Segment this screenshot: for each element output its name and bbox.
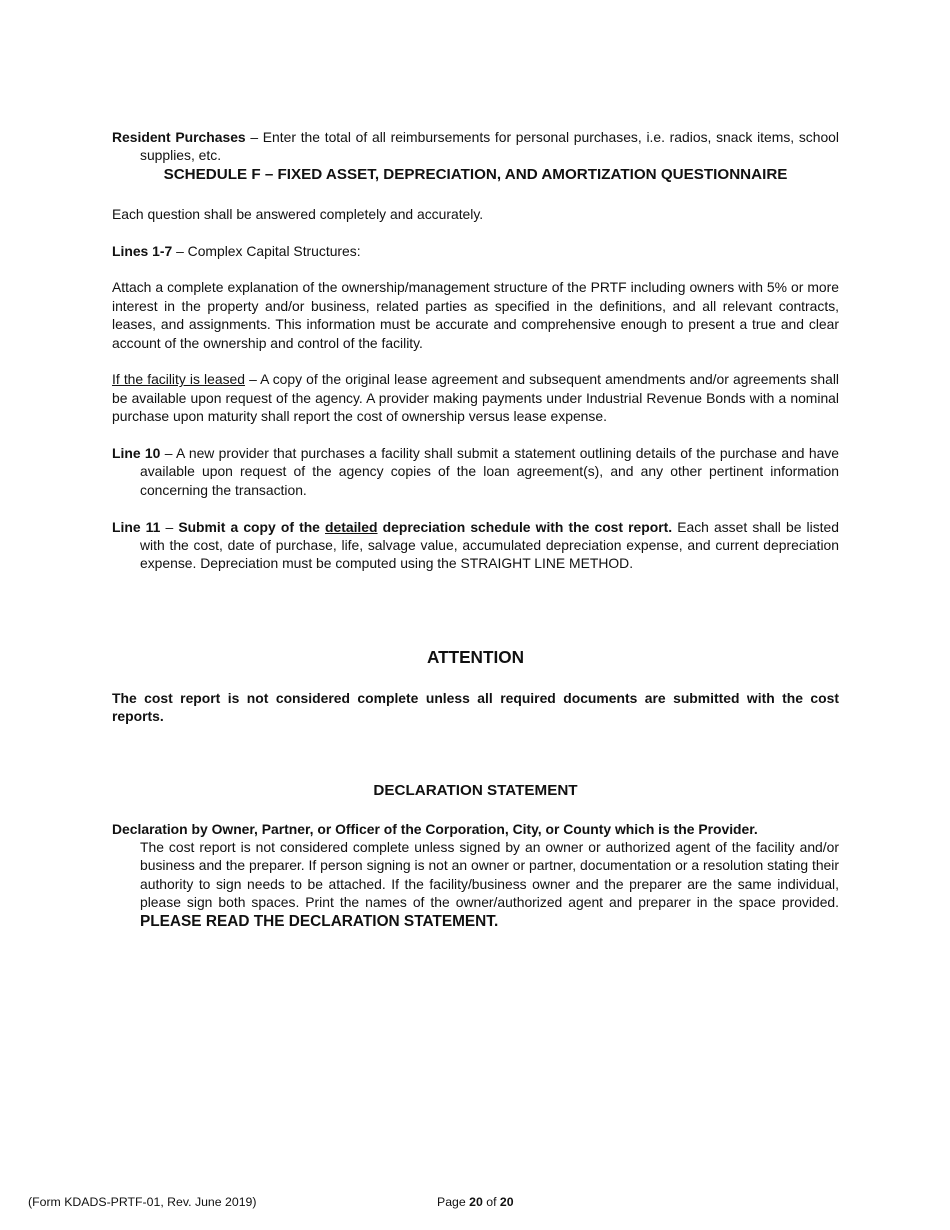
declaration-heading: DECLARATION STATEMENT — [373, 781, 578, 799]
page-of: of — [482, 1195, 500, 1209]
leased-term: If the facility is leased — [112, 371, 245, 388]
resident-purchases-term: Resident Purchases — [112, 129, 246, 145]
attention-text: The cost report is not considered complete unless all required documents are submitted with the cost reports. — [112, 689, 839, 725]
page-current: 20 — [469, 1195, 483, 1209]
lines-1-7-text: – Complex Capital Structures: — [172, 242, 361, 259]
page-number-footer — [437, 1194, 514, 1210]
line-11-bold-post: depreciation schedule with the cost report. — [377, 518, 673, 535]
line-11-paragraph — [112, 518, 839, 573]
declaration-text: The cost report is not considered complete unless signed by an owner or authorized agent of the facility and/or business and the preparer. If person signing is not an owner or partner, documentation or a resolution stating their authority to sign needs to be attached. If the facility/business owner and the preparer are the same individual, please sign both spaces. Print the names of the owner/authorized agent and preparer in the space provided. — [140, 839, 839, 911]
line-10-term: Line 10 — [112, 445, 161, 462]
line-11-text: Each asset shall be listed with the cost, date of purchase, life, salvage value, accumulated depreciation expense, and current depreciation expense. Depreciation must be computed using the STRAIGHT LINE METHOD. — [140, 518, 839, 572]
declaration-emphasis: PLEASE READ THE DECLARATION STATEMENT. — [140, 912, 499, 930]
ownership-paragraph: Attach a complete explanation of the ownership/management structure of the PRTF including owners with 5% or more interest in the property and/or business, related parties as specified in the definitions, and all relevant contracts, leases, and assignments. This information must be accurate and comprehensive enough to present a true and clear account of the ownership and control of the facility. — [112, 279, 839, 351]
line-11-term: Line 11 — [112, 518, 161, 535]
document-body — [112, 128, 839, 931]
resident-purchases-paragraph — [112, 128, 839, 165]
declaration-subheading: Declaration by Owner, Partner, or Officer of the Corporation, City, or County which is the Provider. — [112, 820, 758, 837]
schedule-f-heading: SCHEDULE F – FIXED ASSET, DEPRECIATION, AND AMORTIZATION QUESTIONNAIRE — [163, 165, 788, 183]
line-10-text: – A new provider that purchases a facility shall submit a statement outlining details of the purchase and have available upon request of the agency copies of the loan agreement(s), and any other pertinent information concerning the transaction. — [140, 445, 839, 498]
attention-heading: ATTENTION — [426, 646, 525, 667]
lines-1-7-paragraph — [112, 242, 839, 260]
leased-text: – A copy of the original lease agreement and subsequent amendments and/or agreements shall be available upon request of the agency. A provider making payments under Industrial Revenue Bonds with a nominal purchase upon maturity shall report the cost of ownership versus lease expense. — [112, 371, 839, 425]
leased-paragraph — [112, 370, 839, 425]
intro-sentence: Each question shall be answered completely and accurately. — [112, 205, 484, 222]
line-11-bold-pre: Submit a copy of the — [178, 518, 326, 535]
lines-1-7-term: Lines 1-7 — [112, 242, 173, 259]
line-11-dash: – — [160, 518, 179, 535]
resident-purchases-text: – Enter the total of all reimbursements for personal purchases, i.e. radios, snack items, school supplies, etc. — [140, 129, 839, 164]
line-11-detailed: detailed — [325, 518, 378, 535]
line-10-paragraph — [112, 444, 839, 499]
page-label: Page — [437, 1195, 470, 1209]
page-total: 20 — [499, 1195, 514, 1209]
declaration-paragraph — [112, 838, 839, 931]
form-id-footer: (Form KDADS-PRTF-01, Rev. June 2019) — [28, 1195, 257, 1209]
